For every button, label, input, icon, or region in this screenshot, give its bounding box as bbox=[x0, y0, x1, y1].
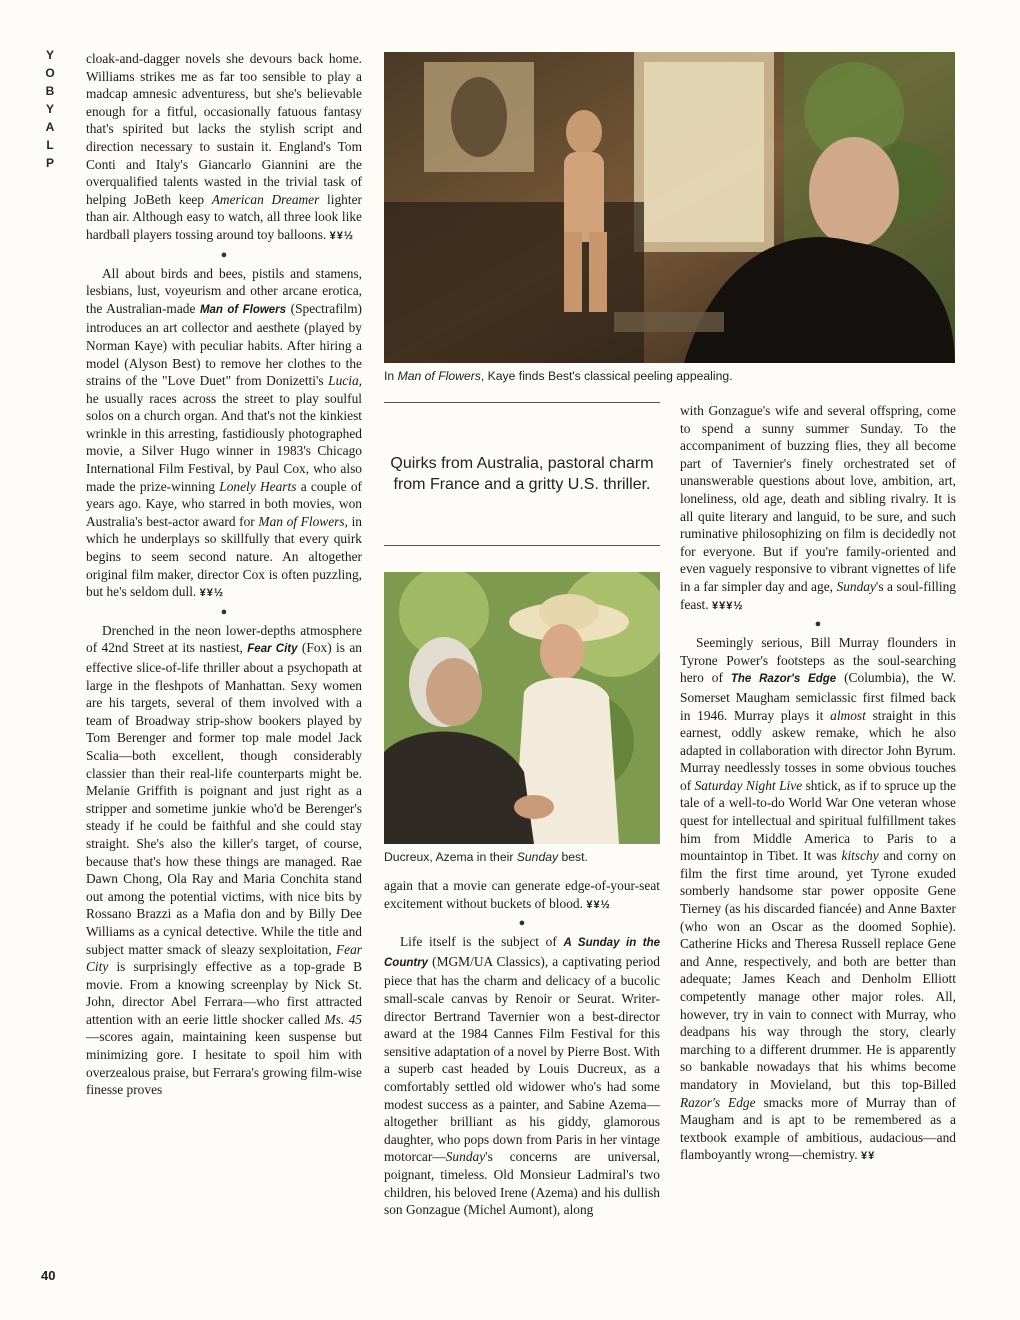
film-title: Man of Flowers bbox=[199, 303, 287, 316]
rating: ¥¥¥½ bbox=[712, 599, 744, 612]
italic-text: Man of Flowers, bbox=[258, 513, 348, 529]
text: 's a soul-filling feast. bbox=[680, 578, 957, 612]
text: straight in this earnest, oddly askew remake, which he also adapted in collaboration with director John Byrum. Murray needlessly tosses in some obvious touches of bbox=[680, 707, 956, 793]
paragraph-razors-edge bbox=[680, 634, 956, 1166]
man-of-flowers-image bbox=[384, 52, 955, 363]
paragraph-fear-city-end bbox=[384, 877, 660, 914]
rating: ¥¥½ bbox=[199, 587, 225, 600]
italic-text: Ms. 45 bbox=[324, 1011, 363, 1027]
paragraph-fear-city bbox=[86, 622, 362, 1099]
italic-text: Sunday bbox=[516, 850, 559, 864]
italic-text: Fear City bbox=[86, 941, 362, 975]
pull-quote bbox=[384, 402, 660, 546]
column-3 bbox=[680, 402, 956, 1166]
text: smacks more of Murray than of Maugham and is apt to be remembered as a textbook example of ambitious, audacious—and flamboyantly wrong—chemistry. bbox=[680, 1094, 956, 1163]
text: and corny on film the first time around, yet Tyrone exuded somberly handsome star power opposite Gene Tierney (as his discarded fiancée) and Anne Baxter (who won an Oscar as the doomed Sophie). Catherine Hicks and Theresa Russell replace Gene and Anne, respectively, and both are better than adequate; James Keach and Denholm Elliott competently manage other major roles. All, however, try in vain to connect with Murray, who deadpans his way through the story, clearly marching to a different drummer. He is apparently so bankable nowadays that his whims become mandatory in Movieland, but this top-Billed bbox=[680, 848, 956, 1092]
section-separator: ● bbox=[814, 618, 822, 631]
text: , Kaye finds Best's classical peeling appealing. bbox=[480, 369, 733, 383]
italic-text: Lucia, bbox=[328, 373, 362, 389]
text: 's concerns are universal, poignant, timeless. Old Monsieur Ladmiral's two children, his beloved Irene (Azema) and his dullish son Gonzague (Michel Aumont), along bbox=[384, 1149, 660, 1218]
paragraph-sunday-cont bbox=[680, 402, 956, 615]
magazine-letter: Y bbox=[45, 48, 54, 62]
man-of-flowers-photo bbox=[384, 52, 955, 363]
italic-text: Man of Flowers bbox=[397, 369, 481, 383]
text: shtick, as if to spruce up the tale of a well-to-do World War One veteran whose quest for intellectual and spiritual fulfillment takes him from Middle America to Paris to a mountaintop in Tibet. It was bbox=[680, 777, 956, 864]
magazine-letter: P bbox=[45, 156, 54, 170]
column-1 bbox=[86, 50, 362, 1099]
text: with Gonzague's wife and several offspring, come to spend a sunny summer Sunday. To the accompaniment of buzzing flies, they all become part of Tavernier's finely orchestrated set of unanswerable questions about love, ambition, art, loneliness, old age, death and sibling rivalry. It is all quite literary and languid, to be sure, and such ruminative philosophizing on film is decidedly not for everyone. But if you're family-oriented and even vaguely responsive to vibrant vignettes of life in a far simpler day and age, bbox=[680, 403, 956, 594]
italic-text: almost bbox=[830, 707, 866, 723]
magazine-letter: B bbox=[45, 84, 55, 98]
section-separator: ● bbox=[220, 605, 228, 618]
italic-text: Lonely Hearts bbox=[219, 478, 297, 494]
text: lighter than air. Although easy to watch, all three look like hardball players tossing around toy balloons. bbox=[86, 191, 362, 242]
text: in which he underplays so skillfully that every quirk begins to seem second nature. An altogether original film maker, director Cox is often puzzling, but he's seldom dull. bbox=[86, 513, 362, 600]
section-separator: ● bbox=[518, 917, 526, 930]
film-title: Fear City bbox=[247, 643, 298, 656]
italic-text: kitschy bbox=[841, 848, 879, 864]
text: best. bbox=[558, 850, 588, 864]
rating: ¥¥½ bbox=[329, 229, 355, 242]
paragraph-sunday-in-country bbox=[384, 933, 660, 1219]
italic-text: Sunday bbox=[445, 1149, 486, 1165]
text: Drenched in the neon lower-depths atmosphere of 42nd Street at its nastiest, bbox=[86, 622, 362, 656]
magazine-letter: L bbox=[46, 138, 54, 152]
sunday-in-country-image bbox=[384, 572, 660, 844]
page-number: 40 bbox=[41, 1268, 56, 1283]
text: (MGM/UA Classics), a captivating period piece that has the charm and delicacy of a bucolic small-scale canvas by Renoir or Seurat. Writer-director Bertrand Tavernier won a best-director award at the 1984 Cannes Film Festival for this sensitive adaptation of a novel by Pierre Bost. With a superb cast headed by Louis Ducreux, as a comfortably settled old widower who's had some modest success as a painter, and Sabine Azema—altogether brilliant as his giddy, glamorous daughter, who pops down from Paris in her vintage motorcar— bbox=[384, 953, 660, 1165]
paragraph-american-dreamer bbox=[86, 50, 362, 246]
italic-text: Razor's Edge bbox=[680, 1094, 756, 1110]
section-separator: ● bbox=[220, 248, 228, 261]
magazine-name-vertical bbox=[40, 46, 60, 172]
text: he usually races across the street to play soulful solos on a church organ. And that's not the kinkiest wrinkle in this arresting, fastidiously photographed movie, a Silver Hugo winner in 1983's Chicago International Film Festival, by Paul Cox, who also made the prize-winning bbox=[86, 390, 362, 494]
film-title: American Dreamer bbox=[211, 191, 320, 207]
italic-text: Sunday bbox=[836, 578, 876, 594]
paragraph-man-of-flowers bbox=[86, 265, 362, 603]
text: (Columbia), the W. Somerset Maugham semiclassic first filmed back in 1946. Murray plays it bbox=[680, 670, 956, 723]
magazine-letter: O bbox=[45, 66, 55, 80]
text: is surprisingly effective as a top-grade B movie. From a knowing screenplay by Nick St. John, director Abel Ferrara—who first attracted attention with an eerie little shocker called bbox=[86, 959, 362, 1027]
text: All about birds and bees, pistils and stamens, lesbians, lust, voyeurism and other arcane erotica, the Australian-made bbox=[86, 265, 362, 316]
text: Life itself is the subject of bbox=[400, 934, 564, 950]
photo2-caption bbox=[384, 850, 660, 864]
text: cloak-and-dagger novels she devours back home. Williams strikes me as far too sensible to play a madcap amnesic adventuress, but she's believable enough for a fitful, occasionally fatuous fantasy that's spirited but lacks the stylish script and direction necessary to sustain it. England's Tom Conti and Italy's Giancarlo Giannini are the overqualified talents wasted in the trivial task of helping JoBeth keep bbox=[86, 51, 362, 207]
magazine-letter: Y bbox=[45, 102, 54, 116]
film-title: A Sunday in the Country bbox=[384, 937, 660, 969]
text: Seemingly serious, Bill Murray flounders in Tyrone Power's footsteps as the soul-searching hero of bbox=[680, 635, 956, 686]
text: Ducreux, Azema in their bbox=[384, 850, 517, 864]
text: a couple of years ago. Kaye, who starred in both movies, won Australia's best-actor award for bbox=[86, 478, 363, 529]
sunday-in-country-photo bbox=[384, 572, 660, 844]
text: (Spectrafilm) introduces an art collector and aesthete (played by Norman Kaye) with peculiar habits. After hiring a model (Alyson Best) to remove her clothes to the strains of the "Love Duet" from Donizetti's bbox=[86, 300, 362, 389]
text: In bbox=[384, 369, 398, 383]
rating: ¥¥½ bbox=[586, 898, 611, 911]
rating: ¥¥ bbox=[861, 1150, 876, 1163]
photo1-caption bbox=[384, 369, 955, 383]
text: again that a movie can generate edge-of-your-seat excitement without buckets of blood. bbox=[384, 878, 660, 911]
magazine-letter: A bbox=[45, 120, 55, 134]
text: —scores again, maintaining keen suspense but minimizing gore. I hesitate to spoil him with overzealous praise, but Ferrara's growing film-wise finesse proves bbox=[86, 1029, 362, 1098]
column-2 bbox=[384, 877, 660, 1219]
pull-quote-text: Quirks from Australia, pastoral charm from France and a gritty U.S. thriller. bbox=[390, 455, 654, 493]
film-title: The Razor's Edge bbox=[730, 673, 837, 686]
text: (Fox) is an effective slice-of-life thriller about a psychopath at large in the fleshpots of Manhattan. Sexy women are his targets, several of them involved with a team of Broadway strip-show bookers played by Tom Berenger and former top male model Jack Scalia—both excellent, though considerably classier than their real-life counterparts might be. Melanie Griffith is poignant and just right as a stripper and sometime junkie who'd be Berenger's steady if he could be faithful and she could stay straight. She's also the killer's target, of course, because that's how these things are managed. Rae Dawn Chong, Ola Ray and Maria Conchita stand out among the potential victims, with nice bits by Rossano Brazzi as a Mafia don and by Billy Dee Williams as a cynical detective. While the title and subject matter smack of sleazy sexploitation, bbox=[86, 640, 362, 957]
italic-text: Saturday Night Live bbox=[694, 777, 803, 793]
